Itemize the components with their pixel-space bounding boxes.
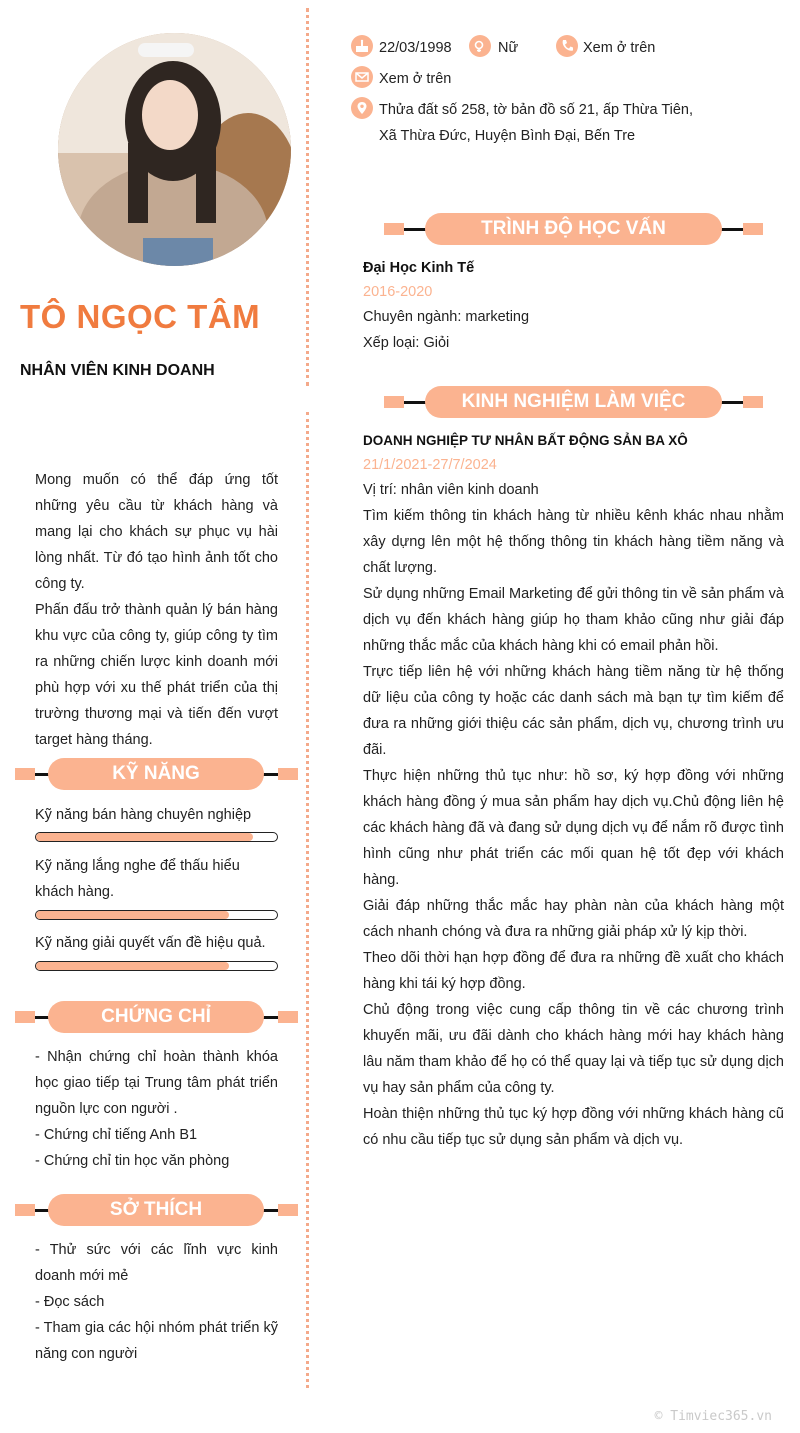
certificates-heading: CHỨNG CHỈ bbox=[48, 1001, 264, 1033]
address-line-2: Xã Thừa Đức, Huyện Bình Đại, Bến Tre bbox=[379, 128, 636, 144]
list-item: - Nhận chứng chỉ hoàn thành khóa học giao tiếp tại Trung tâm phát triển nguồn lực con người . bbox=[35, 1049, 278, 1117]
education-period: 2016-2020 bbox=[363, 284, 433, 300]
experience-period: 21/1/2021-27/7/2024 bbox=[363, 457, 497, 473]
certificates-list bbox=[35, 1044, 278, 1174]
duty-item: Trực tiếp liên hệ với những khách hàng tiềm năng từ hệ thống dữ liệu của công ty hoặc các danh sách mà bạn tự tìm kiếm để đưa ra những giới thiệu các sản phẩm, dịch vụ, chương trình ưu đãi. bbox=[363, 664, 784, 758]
career-objective bbox=[35, 467, 278, 753]
phone-icon bbox=[556, 35, 578, 57]
list-item: - Tham gia các hội nhóm phát triển kỹ năng con người bbox=[35, 1320, 278, 1362]
skills-heading: KỸ NĂNG bbox=[48, 758, 264, 790]
skill-bar-fill bbox=[36, 962, 229, 970]
column-divider bbox=[306, 8, 309, 386]
education-heading: TRÌNH ĐỘ HỌC VẤN bbox=[425, 213, 722, 245]
duty-item: Tìm kiếm thông tin khách hàng từ nhiều kênh khác nhau nhằm xây dựng lên một hệ thống thông tin khách hàng tiềm năng và chất lượng. bbox=[363, 508, 784, 576]
gender-text: Nữ bbox=[498, 40, 519, 56]
education-grade: Xếp loại: Giỏi bbox=[363, 335, 450, 351]
duty-item: Sử dụng những Email Marketing để gửi thông tin về sản phẩm và dịch vụ đến khách hàng giúp họ tham khảo cũng như giải đáp những thắc mắc của khách hàng khi có email phản hồi. bbox=[363, 586, 784, 654]
hobbies-section-header bbox=[15, 1194, 298, 1226]
address-line-1: Thửa đất số 258, tờ bản đồ số 21, ấp Thừa Tiên, bbox=[379, 102, 694, 118]
experience-duties bbox=[363, 503, 784, 1153]
company-name: DOANH NGHIỆP TƯ NHÂN BẤT ĐỘNG SẢN BA XÔ bbox=[363, 433, 688, 448]
gender-icon bbox=[469, 35, 491, 57]
address-icon bbox=[351, 97, 373, 119]
hobbies-heading: SỞ THÍCH bbox=[48, 1194, 264, 1226]
certificates-section-header bbox=[15, 1001, 298, 1033]
duty-item: Theo dõi thời hạn hợp đồng để đưa ra những đề xuất cho khách hàng khi tái ký hợp đồng. bbox=[363, 950, 784, 992]
profile-photo bbox=[58, 33, 291, 266]
list-item: - Thử sức với các lĩnh vực kinh doanh mới mẻ bbox=[35, 1242, 278, 1284]
list-item: - Chứng chỉ tin học văn phòng bbox=[35, 1153, 230, 1169]
school-name: Đại Học Kinh Tế bbox=[363, 260, 475, 276]
candidate-name: TÔ NGỌC TÂM bbox=[20, 298, 261, 335]
education-section-header bbox=[384, 213, 763, 245]
objective-paragraph: Phấn đấu trở thành quản lý bán hàng khu vực của công ty, giúp công ty tìm ra những chiến lược kinh doanh mới phù hợp với xu thế phát triển của thị trường thương mại và tiến đến vượt target hàng tháng. bbox=[35, 602, 278, 748]
experience-position: Vị trí: nhân viên kinh doanh bbox=[363, 482, 539, 498]
skill-bar-fill bbox=[36, 833, 253, 841]
job-title: NHÂN VIÊN KINH DOANH bbox=[20, 362, 215, 379]
column-divider bbox=[306, 412, 309, 1388]
skill-bar bbox=[35, 910, 278, 920]
list-item: - Chứng chỉ tiếng Anh B1 bbox=[35, 1127, 198, 1143]
skill-label: Kỹ năng lắng nghe để thấu hiểu khách hàng. bbox=[35, 858, 240, 900]
skills-section-header bbox=[15, 758, 298, 790]
duty-item: Hoàn thiện những thủ tục ký hợp đồng với những khách hàng cũ có nhu cầu tiếp tục sử dụng sản phẩm và dịch vụ. bbox=[363, 1106, 784, 1148]
experience-section-header bbox=[384, 386, 763, 418]
list-item: - Đọc sách bbox=[35, 1294, 105, 1310]
email-icon bbox=[351, 66, 373, 88]
phone-text: Xem ở trên bbox=[583, 40, 656, 56]
email-text: Xem ở trên bbox=[379, 71, 452, 87]
skill-label: Kỹ năng giải quyết vấn đề hiệu quả. bbox=[35, 935, 266, 951]
skill-label: Kỹ năng bán hàng chuyên nghiệp bbox=[35, 807, 252, 823]
duty-item: Thực hiện những thủ tục như: hồ sơ, ký hợp đồng với những khách hàng đồng ý mua sản phẩm hay dịch vụ.Chủ động liên hệ các khách hàng đã và đang sử dụng dịch vụ để nắm rõ được tình hình cũng như phát triển các mối quan hệ tốt đẹp với khách hàng. bbox=[363, 768, 784, 888]
hobbies-list bbox=[35, 1237, 278, 1367]
birthday-text: 22/03/1998 bbox=[379, 40, 452, 56]
duty-item: Giải đáp những thắc mắc hay phàn nàn của khách hàng một cách nhanh chóng và đưa ra những giải pháp xử lý kịp thời. bbox=[363, 898, 784, 940]
skill-bar-fill bbox=[36, 911, 229, 919]
duty-item: Chủ động trong việc cung cấp thông tin về các chương trình khuyến mãi, ưu đãi dành cho khách hàng mới hay khách hàng lâu năm tham khảo để họ có thể quay lại và tiếp tục sử dụng dịch vụ hay sản phẩm của công ty. bbox=[363, 1002, 784, 1096]
skill-bar bbox=[35, 961, 278, 971]
education-major: Chuyên ngành: marketing bbox=[363, 309, 530, 325]
skill-bar bbox=[35, 832, 278, 842]
objective-paragraph: Mong muốn có thể đáp ứng tốt những yêu cầu từ khách hàng và mang lại cho khách sự phục vụ hài lòng nhất. Từ đó tạo hình ảnh tốt cho công ty. bbox=[35, 472, 278, 592]
birthday-icon bbox=[351, 35, 373, 57]
watermark-footer: © Timviec365.vn bbox=[654, 1409, 772, 1424]
experience-heading: KINH NGHIỆM LÀM VIỆC bbox=[425, 386, 722, 418]
